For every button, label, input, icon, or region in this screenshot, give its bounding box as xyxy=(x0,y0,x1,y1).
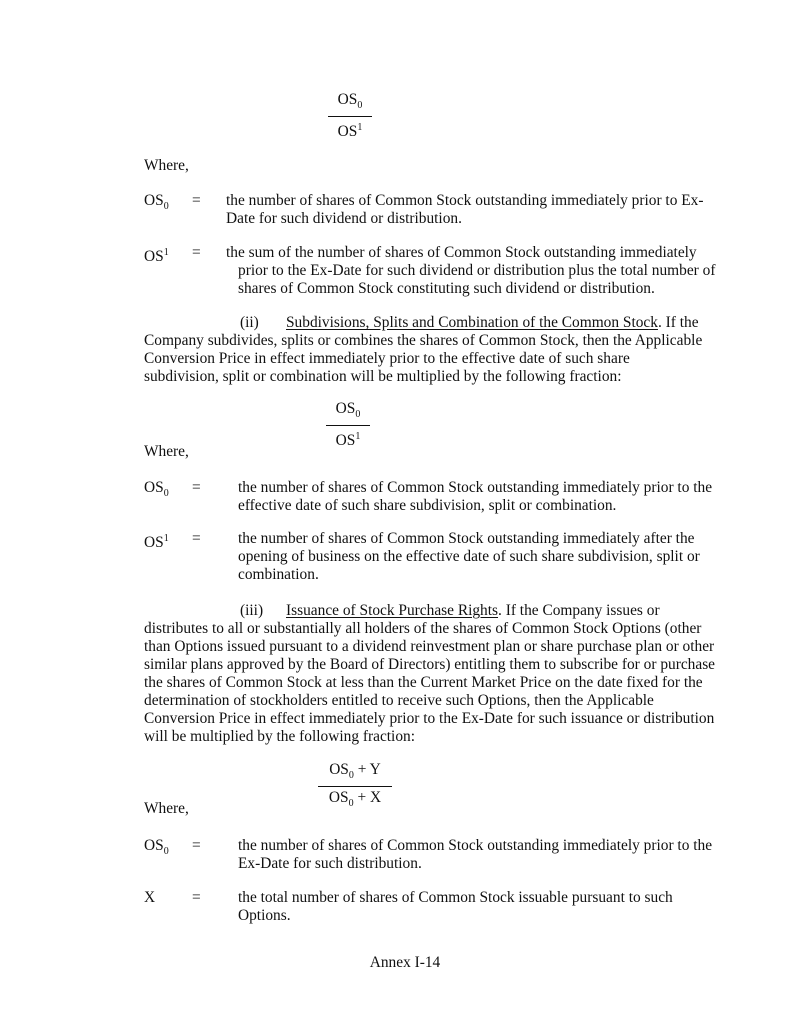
symbol-os0: $OS_0$ xyxy=(144,192,169,213)
fraction-denominator: $OS^1$ xyxy=(337,122,363,141)
symbol-os0: $OS_0$ xyxy=(144,837,169,858)
fraction-3 xyxy=(318,761,392,813)
symbol-os1: $OS^1$ xyxy=(144,247,169,266)
symbol-os0: $OS_0$ xyxy=(144,479,169,500)
where-label: Where, xyxy=(144,157,189,174)
section-ii-number: (ii) xyxy=(240,314,259,331)
section-ii-heading: Subdivisions, Splits and Combination of the Common Stock xyxy=(286,314,658,331)
equals-sign: = xyxy=(192,192,201,209)
fraction-1 xyxy=(328,91,372,141)
where-label: Where, xyxy=(144,800,189,817)
definition-os0: the number of shares of Common Stock outstanding immediately prior to the Ex-Date for such distribution. xyxy=(238,837,713,872)
definition-os1: the number of shares of Common Stock outstanding immediately after the opening of business on the effective date of such share subdivision, split or combination. xyxy=(238,530,700,583)
section-ii-paragraph xyxy=(144,314,704,386)
page-footer: Annex I-14 xyxy=(369,954,441,971)
fraction-bar xyxy=(326,425,370,426)
section-iii-number: (iii) xyxy=(240,602,264,619)
definition-os1: the sum of the number of shares of Common Stock outstanding immediately prior to the Ex-Date for such dividend or distribution plus the total number of shares of Common Stock constituting such dividend or distribution. xyxy=(226,244,716,297)
where-label: Where, xyxy=(144,443,189,460)
symbol-x: X xyxy=(144,889,156,906)
equals-sign: = xyxy=(192,889,201,906)
definition-x: the total number of shares of Common Stock issuable pursuant to such Options. xyxy=(238,889,673,924)
section-iii-heading: Issuance of Stock Purchase Rights xyxy=(286,602,499,619)
fraction-bar xyxy=(318,786,392,787)
definition-os0: the number of shares of Common Stock outstanding immediately prior to Ex-Date for such dividend or distribution. xyxy=(226,192,704,227)
fraction-2 xyxy=(326,400,370,450)
equals-sign: = xyxy=(192,837,201,854)
fraction-bar xyxy=(328,116,372,117)
symbol-os1: $OS^1$ xyxy=(144,533,169,552)
fraction-denominator: $OS^1$ xyxy=(335,431,361,450)
equals-sign: = xyxy=(192,244,201,261)
fraction-numerator: $OS_0$ xyxy=(337,91,363,112)
equals-sign: = xyxy=(192,479,201,496)
section-iii-paragraph xyxy=(144,602,716,746)
section-ii-body: . If the Company subdivides, splits or combines the shares of Common Stock, then the Applicable Conversion Price in effect immediately prior to the effective date of such share subdivision, split or combination will be multiplied by the following fraction: xyxy=(144,314,703,385)
section-iii-body: . If the Company issues or distributes to all or substantially all holders of the shares of Common Stock Options (other than Options issued pursuant to a dividend reinvestment plan or share purchase plan or other similar plans approved by the Board of Directors) entitling them to subscribe for or purchase the shares of Common Stock at less than the Current Market Price on the date fixed for the determination of stockholders entitled to receive such Options, then the Applicable Conversion Price in effect immediately prior to the Ex-Date for such issuance or distribution will be multiplied by the following fraction: xyxy=(144,602,716,745)
fraction-numerator: $OS_0 + Y$ xyxy=(329,761,381,782)
equals-sign: = xyxy=(192,530,201,547)
fraction-numerator: $OS_0$ xyxy=(335,400,361,421)
definition-os0: the number of shares of Common Stock outstanding immediately prior to the effective date of such share subdivision, split or combination. xyxy=(238,479,713,514)
fraction-denominator: $OS_0 + X$ xyxy=(328,789,382,810)
